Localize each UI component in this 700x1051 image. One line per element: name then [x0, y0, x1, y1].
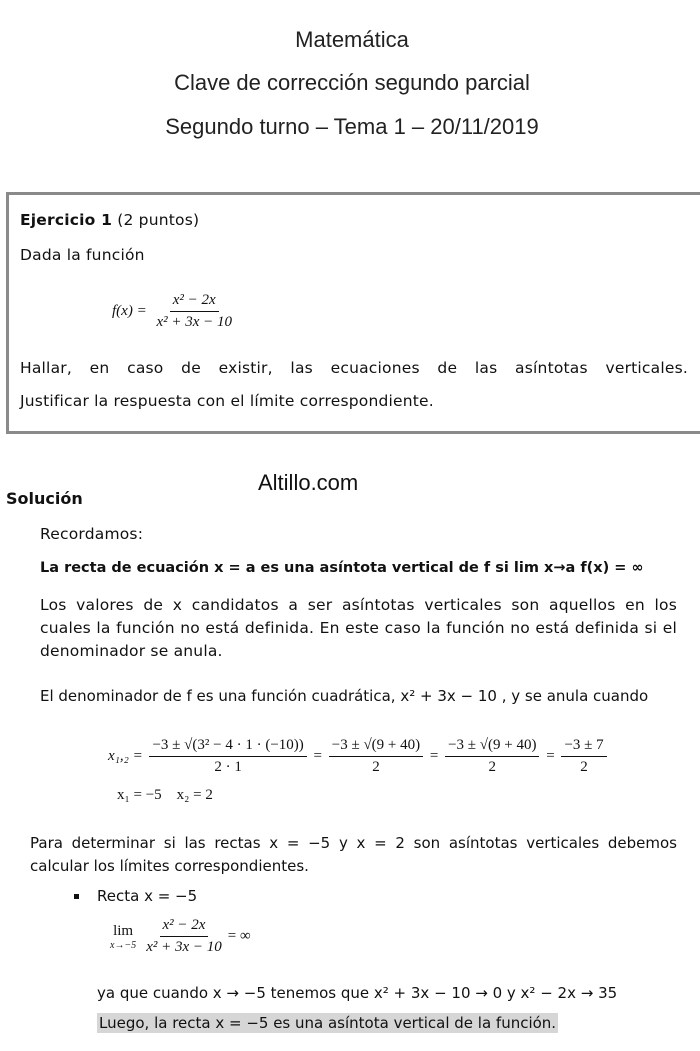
quadratic-roots: x₁ = −5 x₂ = 2 — [117, 787, 213, 803]
fraction-2-num: −3 ± √(9 + 40) — [329, 737, 423, 757]
solution-recall: Recordamos: — [40, 525, 144, 543]
equals-sign: = — [313, 747, 322, 764]
function-lhs: f(x) = — [112, 302, 147, 319]
fraction-3-num: −3 ± √(9 + 40) — [445, 737, 539, 757]
limit-denominator: x² + 3x − 10 — [146, 939, 222, 955]
fraction-1-den: 2 · 1 — [214, 759, 242, 775]
limit-result: = ∞ — [227, 928, 251, 944]
bullet-icon — [74, 894, 79, 899]
asymptote-definition: La recta de ecuación x = a es una asíntota vertical de f si lim x→a f(x) = ∞ — [40, 560, 644, 576]
solution-heading: Solución — [6, 489, 83, 508]
exercise-points: (2 puntos) — [117, 211, 200, 229]
limit-reason: ya que cuando x → −5 tenemos que x² + 3x − 10 → 0 y x² − 2x → 35 — [97, 984, 618, 1002]
fraction-1-num: −3 ± √(3² − 4 · 1 · (−10)) — [149, 737, 306, 757]
paragraph-denominator: El denominador de f es una función cuadrática, x² + 3x − 10 , y se anula cuando — [40, 687, 649, 705]
quadratic-formula — [108, 737, 610, 776]
exercise-heading — [20, 211, 199, 229]
paragraph-candidates: Los valores de x candidatos a ser asíntotas verticales son aquellos en los cuales la función no está definida. En este caso la función no está definida si el denominador se anula. — [40, 596, 677, 660]
exercise-statement-2: Justificar la respuesta con el límite correspondiente. — [20, 392, 434, 410]
bullet-label: Recta x = −5 — [97, 887, 198, 905]
document-subtitle: Segundo turno – Tema 1 – 20/11/2019 — [165, 114, 539, 139]
limit-formula — [110, 917, 251, 956]
limit-numerator: x² − 2x — [160, 917, 209, 937]
document-title: Clave de corrección segundo parcial — [174, 70, 530, 95]
fraction-4-num: −3 ± 7 — [561, 737, 606, 757]
subject-title: Matemática — [295, 27, 409, 52]
paragraph-limits: Para determinar si las rectas x = −5 y x = 2 son asíntotas verticales debemos calcular los límites correspondientes. — [30, 834, 677, 875]
limit-conclusion: Luego, la recta x = −5 es una asíntota vertical de la función. — [99, 1014, 557, 1032]
limit-operator: lim — [113, 922, 134, 939]
fraction-3-den: 2 — [488, 759, 497, 775]
fraction-2-den: 2 — [372, 759, 380, 775]
function-formula — [112, 292, 238, 331]
limit-subscript: x→−5 — [110, 939, 137, 951]
fraction-4-den: 2 — [580, 759, 588, 775]
equals-sign: = — [429, 747, 439, 764]
quadratic-lhs: x₁,₂ = — [108, 747, 143, 764]
watermark-link[interactable]: Altillo.com — [258, 470, 359, 495]
function-denominator: x² + 3x − 10 — [156, 314, 232, 330]
function-numerator: x² − 2x — [170, 292, 219, 312]
exercise-label: Ejercicio 1 — [20, 211, 113, 229]
equals-sign: = — [546, 747, 555, 764]
exercise-intro: Dada la función — [20, 246, 145, 264]
exercise-statement-1: Hallar, en caso de existir, las ecuaciones de las asíntotas verticales. — [20, 359, 688, 377]
